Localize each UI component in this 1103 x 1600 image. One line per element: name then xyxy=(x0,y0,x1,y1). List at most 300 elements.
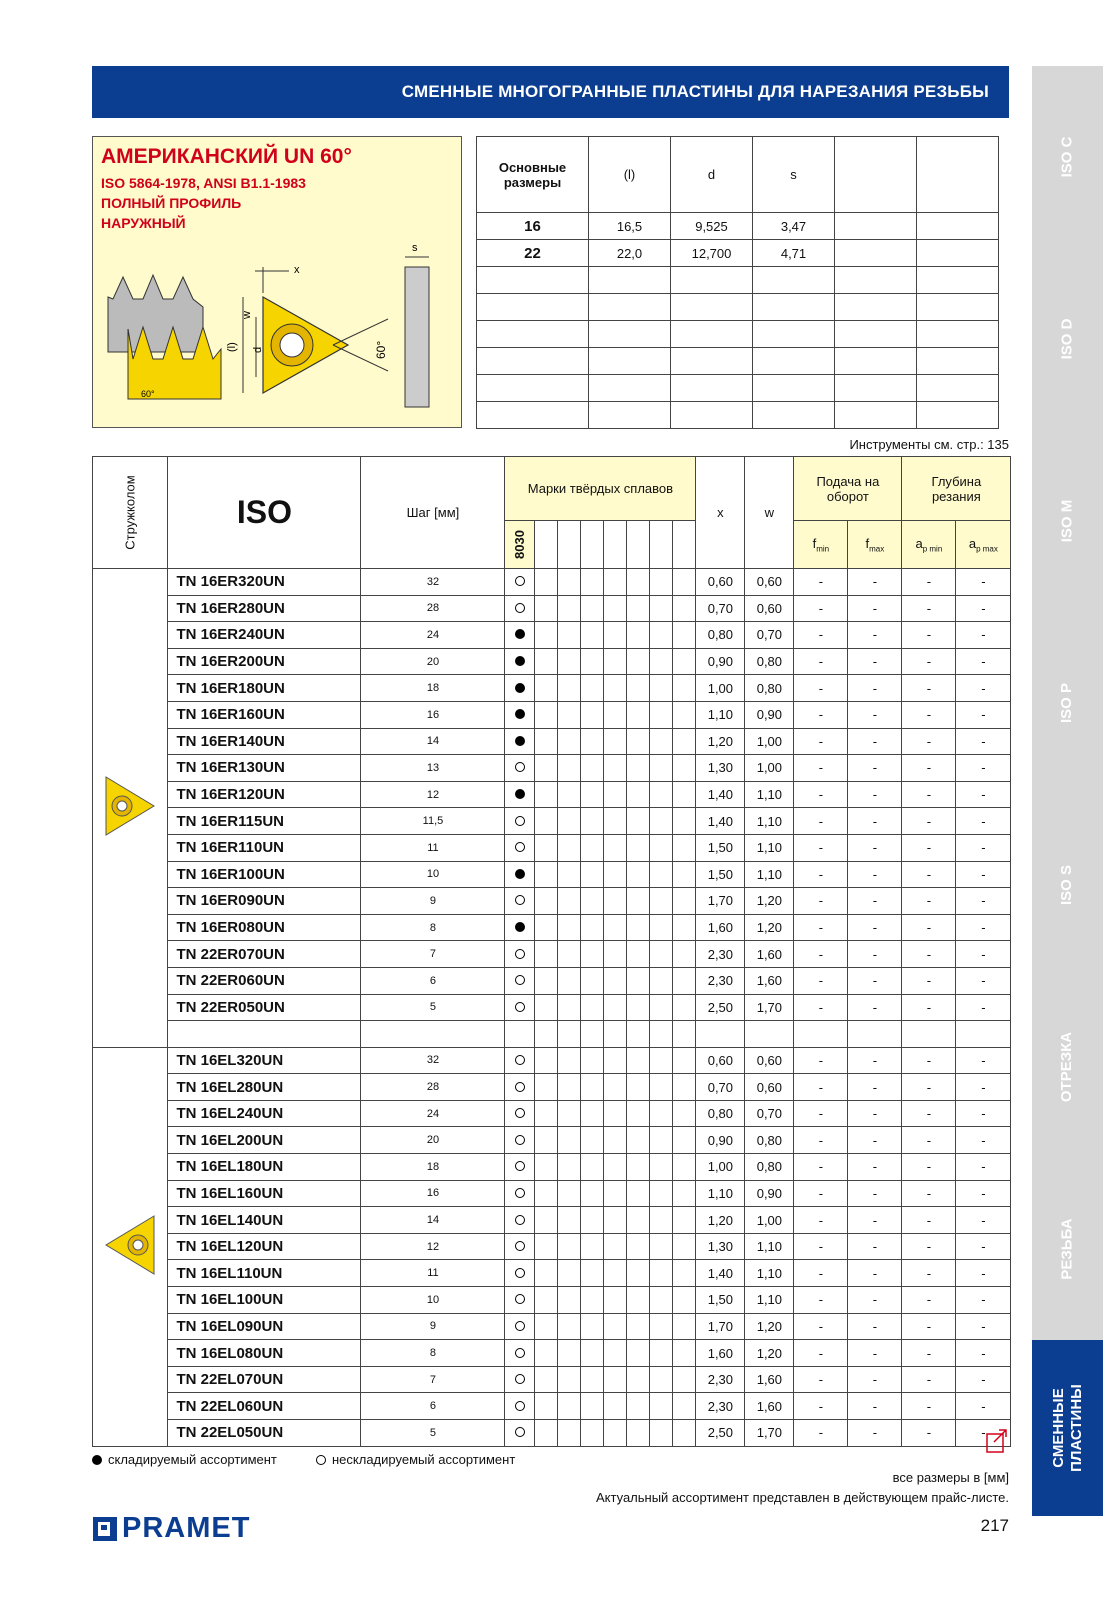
stock-dot-icon xyxy=(515,656,525,666)
table-row xyxy=(93,1393,1011,1420)
dash-cell: - xyxy=(794,728,848,755)
profile-title: АМЕРИКАНСКИЙ UN 60° xyxy=(101,145,352,168)
grade-8030-stock xyxy=(505,861,535,888)
dash-cell: - xyxy=(902,1047,956,1074)
dash-cell: - xyxy=(956,1313,1011,1340)
value-x: 1,70 xyxy=(696,1313,745,1340)
value-w: 0,80 xyxy=(745,1127,794,1154)
dash-cell: - xyxy=(848,1313,902,1340)
insert-code: TN 16ER115UN xyxy=(168,808,361,835)
insert-right-icon xyxy=(102,771,158,841)
dash-cell: - xyxy=(902,728,956,755)
dash-cell: - xyxy=(794,781,848,808)
pitch: 28 xyxy=(361,1074,505,1101)
dash-cell: - xyxy=(902,1207,956,1234)
value-x: 1,40 xyxy=(696,808,745,835)
value-w: 1,00 xyxy=(745,755,794,782)
dash-cell: - xyxy=(848,1340,902,1367)
pitch: 11,5 xyxy=(361,808,505,835)
dash-cell: - xyxy=(902,622,956,649)
pitch: 7 xyxy=(361,1366,505,1393)
nonstock-ring-icon xyxy=(515,1294,525,1304)
grade-8030-stock xyxy=(505,781,535,808)
value-x: 1,30 xyxy=(696,755,745,782)
value-x: 2,30 xyxy=(696,967,745,994)
dash-cell: - xyxy=(794,569,848,596)
table-row xyxy=(93,648,1011,675)
pitch: 32 xyxy=(361,1047,505,1074)
tab-iso-p[interactable]: ISO P xyxy=(1032,612,1103,794)
insert-code: TN 16ER160UN xyxy=(168,701,361,728)
insert-code: TN 16EL090UN xyxy=(168,1313,361,1340)
dash-cell: - xyxy=(902,781,956,808)
value-w: 1,20 xyxy=(745,914,794,941)
table-row xyxy=(93,1100,1011,1127)
nonstock-ring-icon xyxy=(515,816,525,826)
value-w: 0,80 xyxy=(745,1154,794,1181)
dash-cell: - xyxy=(902,1260,956,1287)
nonstock-ring-icon xyxy=(515,1135,525,1145)
dash-cell: - xyxy=(902,701,956,728)
insert-code: TN 16ER180UN xyxy=(168,675,361,702)
dash-cell: - xyxy=(956,1074,1011,1101)
grade-8030-stock xyxy=(505,1047,535,1074)
tab-otrezka[interactable]: ОТРЕЗКА xyxy=(1032,976,1103,1158)
value-x: 1,30 xyxy=(696,1233,745,1260)
dash-cell: - xyxy=(848,1154,902,1181)
insert-left-icon xyxy=(102,1210,158,1280)
dash-cell: - xyxy=(848,834,902,861)
value-w: 1,20 xyxy=(745,1313,794,1340)
dash-cell: - xyxy=(956,595,1011,622)
value-x: 1,10 xyxy=(696,701,745,728)
nonstock-ring-icon xyxy=(515,1401,525,1411)
pitch: 24 xyxy=(361,622,505,649)
grade-8030-stock xyxy=(505,1100,535,1127)
pitch: 12 xyxy=(361,1233,505,1260)
pitch: 20 xyxy=(361,1127,505,1154)
grade-8030-stock xyxy=(505,1340,535,1367)
header-chipbreaker: Стружколом xyxy=(93,457,168,569)
grade-8030-stock xyxy=(505,1127,535,1154)
dash-cell: - xyxy=(794,648,848,675)
insert-code: TN 16ER090UN xyxy=(168,888,361,915)
value-w: 1,60 xyxy=(745,1366,794,1393)
dash-cell: - xyxy=(794,701,848,728)
grade-8030-stock xyxy=(505,622,535,649)
dash-cell: - xyxy=(956,755,1011,782)
table-row xyxy=(93,1074,1011,1101)
profile-info-box xyxy=(92,136,462,428)
dash-cell: - xyxy=(902,1074,956,1101)
table-row xyxy=(93,1047,1011,1074)
insert-angle-label: 60° xyxy=(374,340,388,359)
grade-8030-stock xyxy=(505,701,535,728)
value-w: 1,70 xyxy=(745,1420,794,1447)
value-x: 1,00 xyxy=(696,675,745,702)
label-l: (l) xyxy=(226,342,238,352)
nonstock-ring-icon xyxy=(515,603,525,613)
table-row xyxy=(93,1260,1011,1287)
dash-cell: - xyxy=(956,994,1011,1021)
table-row xyxy=(93,1287,1011,1314)
dash-cell: - xyxy=(848,1100,902,1127)
value-x: 0,90 xyxy=(696,648,745,675)
table-row xyxy=(93,1154,1011,1181)
value-x: 1,50 xyxy=(696,834,745,861)
value-w: 1,10 xyxy=(745,781,794,808)
dash-cell: - xyxy=(956,914,1011,941)
pitch: 18 xyxy=(361,1154,505,1181)
grade-8030-stock xyxy=(505,1233,535,1260)
dash-cell: - xyxy=(794,888,848,915)
pitch: 28 xyxy=(361,595,505,622)
table-row xyxy=(93,1207,1011,1234)
dash-cell: - xyxy=(902,569,956,596)
dash-cell: - xyxy=(902,1100,956,1127)
value-x: 0,90 xyxy=(696,1127,745,1154)
nonstock-ring-icon xyxy=(515,1055,525,1065)
insert-code: TN 16EL200UN xyxy=(168,1127,361,1154)
dash-cell: - xyxy=(848,1047,902,1074)
nonstock-ring-icon xyxy=(515,1321,525,1331)
nonstock-ring-icon xyxy=(515,576,525,586)
dash-cell: - xyxy=(902,648,956,675)
dash-cell: - xyxy=(956,1233,1011,1260)
dash-cell: - xyxy=(902,675,956,702)
value-x: 1,20 xyxy=(696,728,745,755)
dash-cell: - xyxy=(902,755,956,782)
dash-cell: - xyxy=(794,755,848,782)
dash-cell: - xyxy=(956,675,1011,702)
dash-cell: - xyxy=(902,1154,956,1181)
nonstock-ring-icon xyxy=(515,1215,525,1225)
pitch: 9 xyxy=(361,888,505,915)
dash-cell: - xyxy=(794,1207,848,1234)
tab-iso-m[interactable]: ISO M xyxy=(1032,430,1103,612)
dash-cell: - xyxy=(956,648,1011,675)
insert-code: TN 16ER280UN xyxy=(168,595,361,622)
dash-cell: - xyxy=(794,1287,848,1314)
nonstock-ring-icon xyxy=(515,1374,525,1384)
header-fmax: $f_{max}$ xyxy=(848,521,902,569)
stock-dot-icon xyxy=(515,683,525,693)
pitch: 5 xyxy=(361,1420,505,1447)
dim-header-l: (l) xyxy=(589,137,671,213)
units-note: все размеры в [мм] xyxy=(892,1470,1009,1485)
table-row xyxy=(93,1366,1011,1393)
dash-cell: - xyxy=(956,1260,1011,1287)
grade-8030-stock xyxy=(505,914,535,941)
dash-cell: - xyxy=(794,1420,848,1447)
value-x: 2,50 xyxy=(696,994,745,1021)
grade-8030-stock xyxy=(505,648,535,675)
value-x: 1,10 xyxy=(696,1180,745,1207)
pitch: 12 xyxy=(361,781,505,808)
page-number: 217 xyxy=(980,1516,1009,1535)
stock-dot-icon xyxy=(515,629,525,639)
dash-cell: - xyxy=(794,622,848,649)
dash-cell: - xyxy=(956,728,1011,755)
dash-cell: - xyxy=(848,994,902,1021)
header-step: Шаг [мм] xyxy=(361,457,505,569)
dash-cell: - xyxy=(794,808,848,835)
grade-8030-stock xyxy=(505,1287,535,1314)
label-w: w xyxy=(241,311,253,319)
dash-cell: - xyxy=(794,941,848,968)
stock-dot-icon xyxy=(515,736,525,746)
dash-cell: - xyxy=(848,1366,902,1393)
dash-cell: - xyxy=(956,701,1011,728)
dimensions-table xyxy=(476,136,999,429)
nonstock-ring-icon xyxy=(515,1082,525,1092)
dash-cell: - xyxy=(848,728,902,755)
value-w: 1,60 xyxy=(745,967,794,994)
pitch: 8 xyxy=(361,1340,505,1367)
dash-cell: - xyxy=(794,1127,848,1154)
dash-cell: - xyxy=(902,1127,956,1154)
page-header xyxy=(92,66,1009,118)
nonstock-ring-icon xyxy=(515,1002,525,1012)
value-x: 1,40 xyxy=(696,1260,745,1287)
dash-cell: - xyxy=(902,1420,956,1447)
header-x: x xyxy=(696,457,745,569)
value-w: 1,00 xyxy=(745,1207,794,1234)
dash-cell: - xyxy=(848,1260,902,1287)
stock-dot-icon xyxy=(515,922,525,932)
insert-code: TN 16ER100UN xyxy=(168,861,361,888)
grade-8030-stock xyxy=(505,1260,535,1287)
dash-cell: - xyxy=(956,1127,1011,1154)
grade-8030-stock xyxy=(505,1313,535,1340)
dash-cell: - xyxy=(956,1100,1011,1127)
insert-side-view xyxy=(405,267,429,407)
header-apmin: $a_{p min}$ xyxy=(902,521,956,569)
dash-cell: - xyxy=(848,861,902,888)
dash-cell: - xyxy=(848,1207,902,1234)
dash-cell: - xyxy=(794,1154,848,1181)
table-row xyxy=(93,861,1011,888)
table-row xyxy=(93,701,1011,728)
grade-8030-stock xyxy=(505,994,535,1021)
dash-cell: - xyxy=(794,595,848,622)
value-w: 0,60 xyxy=(745,569,794,596)
pitch: 24 xyxy=(361,1100,505,1127)
header-fmin: $f_{min}$ xyxy=(794,521,848,569)
dash-cell: - xyxy=(956,1366,1011,1393)
value-w: 0,80 xyxy=(745,675,794,702)
dash-cell: - xyxy=(956,1047,1011,1074)
dash-cell: - xyxy=(956,781,1011,808)
pitch: 16 xyxy=(361,701,505,728)
insert-code: TN 22ER070UN xyxy=(168,941,361,968)
nonstock-ring-icon xyxy=(515,949,525,959)
dash-cell: - xyxy=(956,622,1011,649)
grade-8030-stock xyxy=(505,888,535,915)
dim-row: 22 22,0 12,700 4,71 xyxy=(477,240,999,267)
dash-cell: - xyxy=(902,1393,956,1420)
value-x: 0,80 xyxy=(696,622,745,649)
tab-smennye-plastiny[interactable]: СМЕННЫЕ ПЛАСТИНЫ xyxy=(1032,1340,1103,1516)
dash-cell: - xyxy=(902,888,956,915)
value-w: 1,60 xyxy=(745,941,794,968)
grade-8030-stock xyxy=(505,1180,535,1207)
dash-cell: - xyxy=(848,888,902,915)
dash-cell: - xyxy=(956,1393,1011,1420)
insert-code: TN 16ER140UN xyxy=(168,728,361,755)
tab-iso-s[interactable]: ISO S xyxy=(1032,794,1103,976)
dash-cell: - xyxy=(794,994,848,1021)
value-w: 0,60 xyxy=(745,1047,794,1074)
nonstock-ring-icon xyxy=(515,1348,525,1358)
insert-code: TN 16EL160UN xyxy=(168,1180,361,1207)
dash-cell: - xyxy=(848,755,902,782)
grade-8030-stock xyxy=(505,675,535,702)
dash-cell: - xyxy=(794,1100,848,1127)
value-w: 0,60 xyxy=(745,595,794,622)
dash-cell: - xyxy=(848,1287,902,1314)
value-x: 0,60 xyxy=(696,1047,745,1074)
insert-code: TN 16EL320UN xyxy=(168,1047,361,1074)
pitch: 18 xyxy=(361,675,505,702)
table-row xyxy=(93,834,1011,861)
dash-cell: - xyxy=(902,914,956,941)
dim-header-s: s xyxy=(753,137,835,213)
value-w: 1,10 xyxy=(745,1233,794,1260)
nonstock-ring-icon xyxy=(515,762,525,772)
table-row xyxy=(93,808,1011,835)
nonstock-ring-icon xyxy=(515,1268,525,1278)
value-x: 0,70 xyxy=(696,1074,745,1101)
dash-cell: - xyxy=(902,808,956,835)
insert-code: TN 22ER050UN xyxy=(168,994,361,1021)
nonstock-ring-icon xyxy=(515,895,525,905)
header-grade-8030: 8030 xyxy=(505,521,535,569)
dash-cell: - xyxy=(848,622,902,649)
dash-cell: - xyxy=(848,781,902,808)
insert-code: TN 16EL100UN xyxy=(168,1287,361,1314)
dash-cell: - xyxy=(902,994,956,1021)
table-row xyxy=(93,781,1011,808)
value-w: 1,10 xyxy=(745,834,794,861)
dash-cell: - xyxy=(902,1313,956,1340)
external-link-icon[interactable] xyxy=(986,1428,1008,1454)
table-row xyxy=(93,914,1011,941)
insert-code: TN 16EL240UN xyxy=(168,1100,361,1127)
dash-cell: - xyxy=(902,834,956,861)
pitch: 10 xyxy=(361,1287,505,1314)
tab-iso-d[interactable]: ISO D xyxy=(1032,248,1103,430)
value-x: 1,50 xyxy=(696,1287,745,1314)
tools-reference: Инструменты см. стр.: 135 xyxy=(849,437,1009,452)
value-x: 2,30 xyxy=(696,941,745,968)
stock-dot-icon xyxy=(515,789,525,799)
insert-code: TN 16ER240UN xyxy=(168,622,361,649)
dash-cell: - xyxy=(902,1287,956,1314)
grade-8030-stock xyxy=(505,941,535,968)
dim-row: 16 16,5 9,525 3,47 xyxy=(477,213,999,240)
value-x: 0,70 xyxy=(696,595,745,622)
grade-8030-stock xyxy=(505,1366,535,1393)
value-w: 0,80 xyxy=(745,648,794,675)
table-row xyxy=(93,1233,1011,1260)
pramet-logo: PRAMET xyxy=(92,1512,250,1545)
profile-standards: ISO 5864-1978, ANSI B1.1-1983 ПОЛНЫЙ ПРОФИЛЬ НАРУЖНЫЙ xyxy=(101,175,306,231)
value-w: 1,60 xyxy=(745,1393,794,1420)
dash-cell: - xyxy=(956,1340,1011,1367)
tab-rezba[interactable]: РЕЗЬБА xyxy=(1032,1158,1103,1340)
value-x: 0,80 xyxy=(696,1100,745,1127)
value-w: 1,20 xyxy=(745,1340,794,1367)
dim-header-d: d xyxy=(671,137,753,213)
value-w: 0,90 xyxy=(745,1180,794,1207)
grade-8030-stock xyxy=(505,1154,535,1181)
dash-cell: - xyxy=(848,967,902,994)
grade-8030-stock xyxy=(505,569,535,596)
nonstock-ring-icon xyxy=(515,842,525,852)
dash-cell: - xyxy=(794,1074,848,1101)
table-row xyxy=(93,675,1011,702)
header-apmax: $a_{p max}$ xyxy=(956,521,1011,569)
dash-cell: - xyxy=(902,1180,956,1207)
dash-cell: - xyxy=(794,914,848,941)
value-w: 1,10 xyxy=(745,861,794,888)
table-row xyxy=(93,569,1011,596)
dash-cell: - xyxy=(956,834,1011,861)
grade-8030-stock xyxy=(505,967,535,994)
insert-drawing xyxy=(93,227,461,427)
dash-cell: - xyxy=(848,808,902,835)
table-row xyxy=(93,1313,1011,1340)
dash-cell: - xyxy=(794,967,848,994)
grade-8030-stock xyxy=(505,595,535,622)
insert-code: TN 16ER130UN xyxy=(168,755,361,782)
value-w: 1,20 xyxy=(745,888,794,915)
label-d: d xyxy=(252,346,264,353)
dash-cell: - xyxy=(902,1233,956,1260)
value-x: 2,30 xyxy=(696,1366,745,1393)
pitch: 14 xyxy=(361,1207,505,1234)
legend-nonstock: нескладируемый ассортимент xyxy=(316,1452,515,1467)
pitch: 6 xyxy=(361,1393,505,1420)
stock-dot-icon xyxy=(515,709,525,719)
dash-cell: - xyxy=(794,1340,848,1367)
header-title: СМЕННЫЕ МНОГОГРАННЫЕ ПЛАСТИНЫ ДЛЯ НАРЕЗАНИЯ РЕЗЬБЫ xyxy=(401,82,989,101)
value-w: 0,70 xyxy=(745,622,794,649)
dash-cell: - xyxy=(794,1313,848,1340)
dash-cell: - xyxy=(794,834,848,861)
dash-cell: - xyxy=(848,1233,902,1260)
pitch: 14 xyxy=(361,728,505,755)
grade-8030-stock xyxy=(505,834,535,861)
value-w: 1,10 xyxy=(745,1287,794,1314)
insert-code: TN 22EL050UN xyxy=(168,1420,361,1447)
value-w: 1,70 xyxy=(745,994,794,1021)
insert-code: TN 16EL140UN xyxy=(168,1207,361,1234)
table-row xyxy=(93,1180,1011,1207)
table-row xyxy=(93,728,1011,755)
tab-iso-c[interactable]: ISO C xyxy=(1032,66,1103,248)
header-grades: Марки твёрдых сплавов xyxy=(505,457,696,521)
dash-cell: - xyxy=(902,1366,956,1393)
grade-8030-stock xyxy=(505,1393,535,1420)
stock-dot-icon xyxy=(515,869,525,879)
insert-code: TN 16ER320UN xyxy=(168,569,361,596)
value-x: 1,60 xyxy=(696,914,745,941)
pitch: 13 xyxy=(361,755,505,782)
table-row xyxy=(93,994,1011,1021)
pitch: 16 xyxy=(361,1180,505,1207)
